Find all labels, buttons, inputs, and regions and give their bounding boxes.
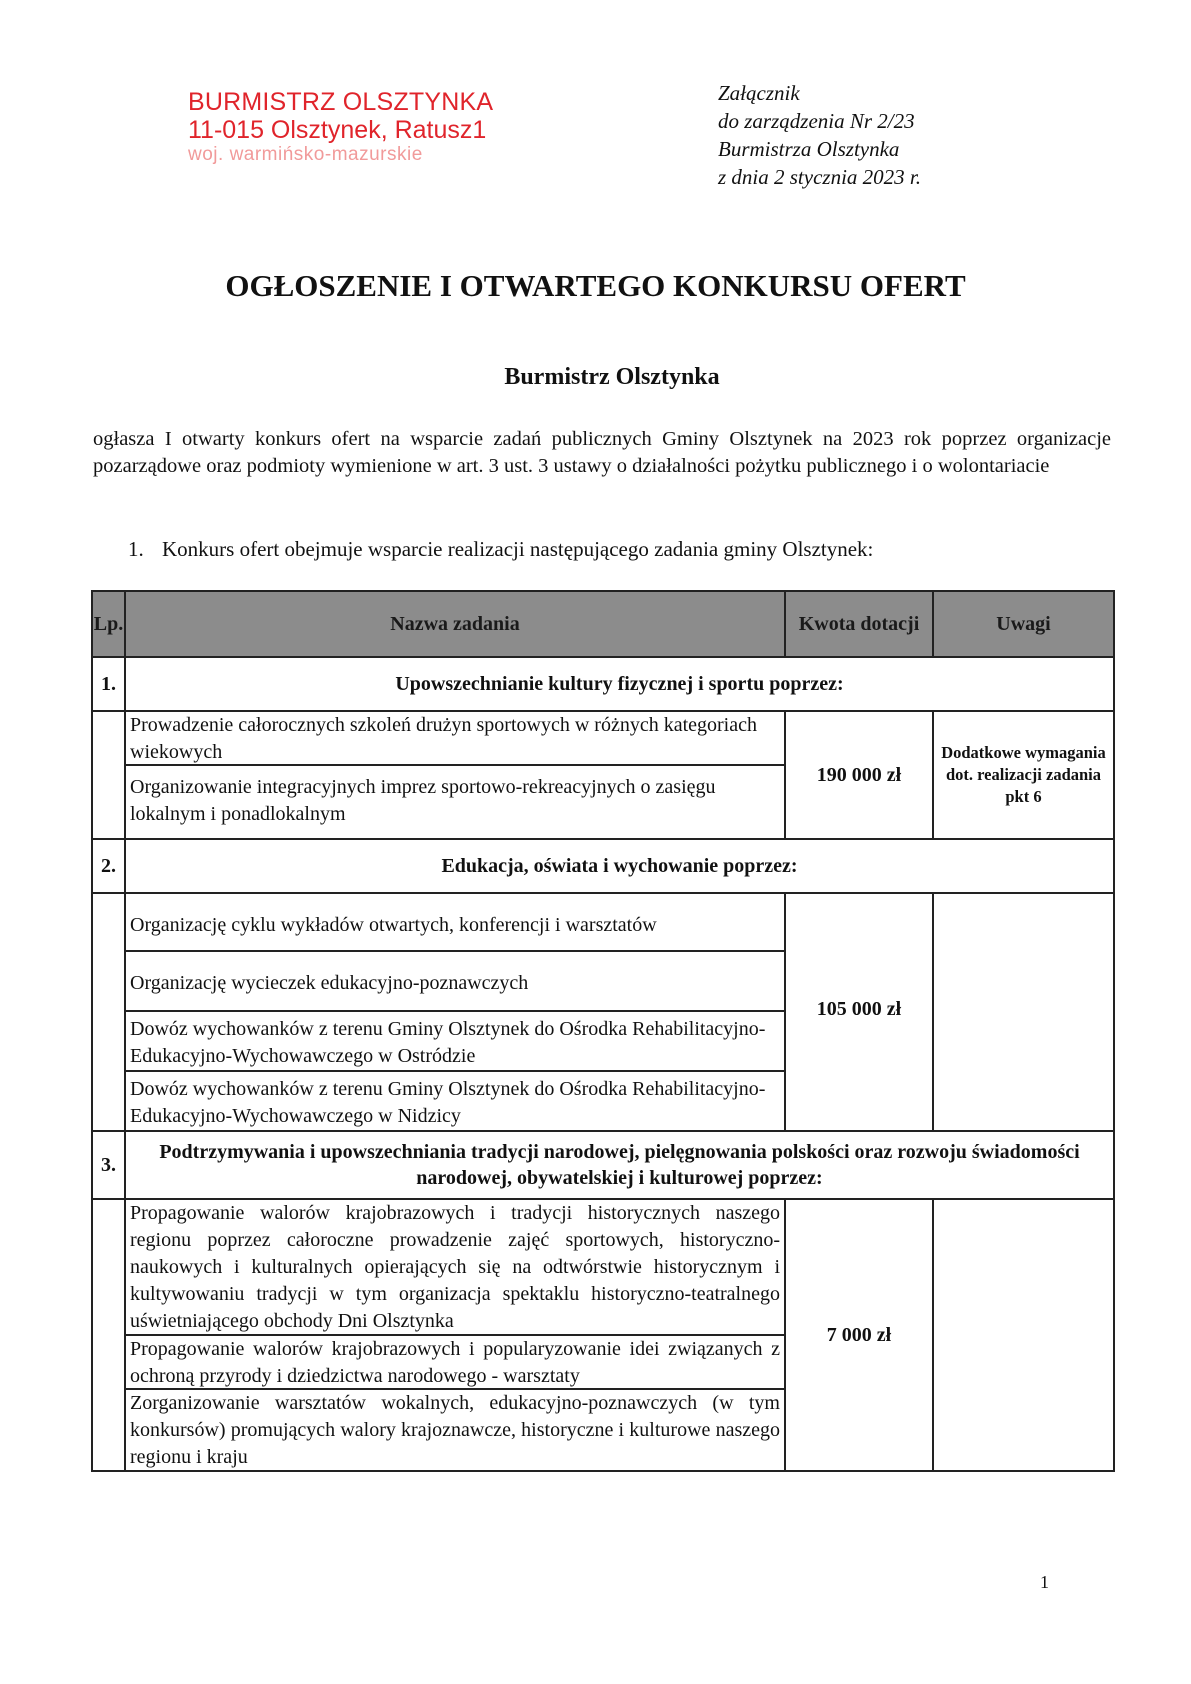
task-item: Propagowanie walorów krajobrazowych i tradycji historycznych naszego regionu poprzez całoroczne prowadzenie zajęć sportowych, historyczno-naukowych i kulturalnych opierających się na odtwórstwie historycznym i kultywowaniu tradycji w tym organizacja spektaklu historyczno-teatralnego uświetniającego obchody Dni Olsztynka — [126, 1200, 784, 1336]
section-tasks-row — [92, 711, 1114, 839]
section-lp: 1. — [92, 657, 125, 711]
point-1 — [128, 537, 873, 562]
point-1-number: 1. — [128, 537, 144, 561]
task-item: Propagowanie walorów krajobrazowych i popularyzowanie idei związanych z ochroną przyrody i dziedzictwa narodowego - warsztaty — [126, 1336, 784, 1390]
notes-cell — [933, 893, 1114, 1131]
grant-amount: 190 000 zł — [785, 711, 933, 839]
task-list — [125, 893, 785, 1131]
header-name: Nazwa zadania — [125, 591, 785, 657]
annex-line-1: Załącznik — [718, 81, 800, 105]
stamp-line-2: 11-015 Olsztynek, Ratusz1 — [188, 116, 487, 144]
notes-cell: Dodatkowe wymagania dot. realizacji zadania pkt 6 — [933, 711, 1114, 839]
empty-lp-cell — [92, 1199, 125, 1471]
header-lp: Lp. — [92, 591, 125, 657]
grant-amount: 105 000 zł — [785, 893, 933, 1131]
header-notes: Uwagi — [933, 591, 1114, 657]
annex-note — [718, 80, 921, 192]
task-item: Organizowanie integracyjnych imprez sportowo-rekreacyjnych o zasięgu lokalnym i ponadlokalnym — [130, 776, 716, 825]
notes-cell — [933, 1199, 1114, 1471]
stamp-line-3: woj. warmińsko-mazurskie — [188, 144, 423, 165]
official-stamp — [188, 88, 493, 165]
section-category: Edukacja, oświata i wychowanie poprzez: — [125, 839, 1114, 893]
header-amount: Kwota dotacji — [785, 591, 933, 657]
section-category: Podtrzymywania i upowszechniania tradycji narodowej, pielęgnowania polskości oraz rozwoju świadomości narodowej, obywatelskiej i kulturowej poprzez: — [125, 1131, 1114, 1199]
task-item: Dowóz wychowanków z terenu Gminy Olsztynek do Ośrodka Rehabilitacyjno-Edukacyjno-Wychowawczego w Ostródzie — [126, 1012, 784, 1072]
annex-line-4: z dnia 2 stycznia 2023 r. — [718, 164, 922, 189]
section-row — [92, 657, 1114, 711]
intro-paragraph: ogłasza I otwarty konkurs ofert na wsparcie zadań publicznych Gminy Olsztynek na 2023 rok poprzez organizacje pozarządowe oraz podmioty wymienione w art. 3 ust. 3 ustawy o działalności pożytku publicznego i o wolontariacie — [93, 428, 1111, 477]
tasks-table — [91, 590, 1115, 1472]
table-header-row — [92, 591, 1114, 657]
task-item: Prowadzenie całorocznych szkoleń drużyn sportowych w różnych kategoriach wiekowych — [126, 712, 784, 766]
task-item: Zorganizowanie warsztatów wokalnych, edukacyjno-poznawczych (w tym konkursów) promujących walory krajoznawcze, historyczne i kulturowe naszego regionu i kraju — [130, 1392, 780, 1468]
section-tasks-row — [92, 1199, 1114, 1471]
section-row — [92, 1131, 1114, 1199]
point-1-text: Konkurs ofert obejmuje wsparcie realizacji następującego zadania gminy Olsztynek: — [162, 537, 874, 561]
section-tasks-row — [92, 893, 1114, 1131]
annex-line-2: do zarządzenia Nr 2/23 — [718, 108, 915, 133]
empty-lp-cell — [92, 893, 125, 1131]
annex-line-3: Burmistrza Olsztynka — [718, 136, 900, 161]
section-category: Upowszechnianie kultury fizycznej i sportu poprzez: — [125, 657, 1114, 711]
task-list — [125, 711, 785, 839]
grant-amount: 7 000 zł — [785, 1199, 933, 1471]
document-title: OGŁOSZENIE I OTWARTEGO KONKURSU OFERT — [225, 268, 966, 303]
stamp-line-1: BURMISTRZ OLSZTYNKA — [188, 88, 494, 116]
section-lp: 2. — [92, 839, 125, 893]
section-row — [92, 839, 1114, 893]
task-item: Dowóz wychowanków z terenu Gminy Olsztynek do Ośrodka Rehabilitacyjno-Edukacyjno-Wychowawczego w Nidzicy — [130, 1078, 766, 1127]
empty-lp-cell — [92, 711, 125, 839]
section-lp: 3. — [92, 1131, 125, 1199]
task-list — [125, 1199, 785, 1471]
task-item: Organizację cyklu wykładów otwartych, konferencji i warsztatów — [126, 894, 784, 952]
task-item: Organizację wycieczek edukacyjno-poznawczych — [126, 952, 784, 1012]
document-subtitle: Burmistrz Olsztynka — [504, 364, 720, 390]
page-number: 1 — [1040, 1572, 1049, 1592]
